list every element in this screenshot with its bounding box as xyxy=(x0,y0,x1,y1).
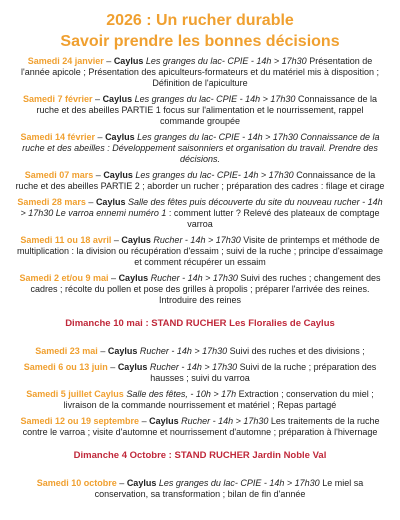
entry-sep: – xyxy=(97,346,108,356)
entry-date: Samedi 24 janvier xyxy=(27,56,104,66)
entry-venue: Rucher - 14h > 17h30 xyxy=(150,235,241,245)
entry-sep: – xyxy=(107,362,118,372)
entry-location: Caylus xyxy=(107,346,138,356)
entry-location: Caylus xyxy=(126,478,157,488)
document-subtitle: Savoir prendre les bonnes décisions xyxy=(60,33,340,50)
entry-description: Extraction ; conservation du miel ; livraison de la commande nourrissement et matériel ; Repas partagé xyxy=(63,389,374,410)
entry-description: Les traitements de la ruche contre le varroa ; visite d'automne et nourrissement d'automne ; préparation à l'hivernage xyxy=(22,416,380,437)
entry-description: Suivi de la ruche ; préparation des hausses ; suivi du varroa xyxy=(150,362,377,383)
entry-sep: – xyxy=(95,132,106,142)
program-list-2 xyxy=(14,346,386,438)
entry-description: Connaissance de la ruche et des abeilles PARTIE 1 focus sur l'alimentation et le nourrissement, rappel commande groupée xyxy=(36,94,377,126)
entry-location: Caylus xyxy=(118,273,149,283)
entry-description: Connaissance de la ruche et des abeilles PARTIE 2 ; aborder un rucher ; préparation des cadres : filage et cirage xyxy=(15,170,385,191)
entry-date: Samedi 07 mars xyxy=(24,170,94,180)
entry-description: Suivi des ruches ; changement des cadres ; récolte du pollen et pose des grilles à propolis ; préparer l'arrivée des reines. Introduire des reines xyxy=(30,273,381,305)
entry-sep: – xyxy=(116,478,127,488)
entry-location: Caylus xyxy=(149,416,179,426)
stand-event-noble-val: Dimanche 4 Octobre : STAND RUCHER Jardin Noble Val xyxy=(73,450,327,461)
entry-venue: Les granges du lac- CPIE - 14h > 17h30 xyxy=(143,56,307,66)
entry-date: Samedi 5 juillet Caylus xyxy=(26,389,124,399)
entry-venue: Les granges du lac- CPIE - 14h > 17h30 xyxy=(132,94,296,104)
entry-venue: Les granges du lac- CPIE - 14h > 17h30 xyxy=(156,478,320,488)
entry-venue: Les granges du lac- CPIE - 14h > 17h30 Connaissance de la ruche et des abeilles : Développement saisonniers et organisation du travail. Prendre des décisions. xyxy=(22,132,380,164)
entry-location: Caylus xyxy=(113,56,144,66)
entry-date: Samedi 12 ou 19 septembre xyxy=(20,416,140,426)
program-entry xyxy=(14,478,386,500)
entry-sep: – xyxy=(108,273,119,283)
entry-description: Le miel sa conservation, sa transformation ; bilan de fin d'année xyxy=(94,478,364,499)
entry-date: Samedi 2 et/ou 9 mai xyxy=(19,273,109,283)
entry-date: Samedi 14 février xyxy=(20,132,96,142)
entry-venue: Rucher - 14h > 17h30 xyxy=(137,346,228,356)
entry-location: Caylus xyxy=(121,235,151,245)
entry-location: Caylus xyxy=(105,132,135,142)
entry-date: Samedi 6 ou 13 juin xyxy=(23,362,108,372)
entry-date: Samedi 28 mars xyxy=(17,197,86,207)
entry-sep: – xyxy=(85,197,96,207)
entry-location: Caylus xyxy=(102,94,133,104)
entry-date: Samedi 7 février xyxy=(23,94,93,104)
stand-event-floralies: Dimanche 10 mai : STAND RUCHER Les Floralies de Caylus xyxy=(65,318,335,329)
document-title: 2026 : Un rucher durable xyxy=(106,12,294,29)
entry-location: Caylus xyxy=(117,362,148,372)
program-entry xyxy=(14,346,386,357)
entry-sep: – xyxy=(139,416,150,426)
entry-date: Samedi 10 octobre xyxy=(36,478,117,488)
entry-date: Samedi 23 mai xyxy=(35,346,98,356)
program-entry xyxy=(14,197,386,230)
entry-venue: Salle des fêtes puis découverte du site du nouveau rucher - 14h > 17h30 Le varroa ennemi numéro 1 xyxy=(20,197,383,218)
entry-sep: – xyxy=(103,56,114,66)
program-entry xyxy=(14,56,386,89)
entry-venue: Salle des fêtes, - 10h > 17h xyxy=(126,389,237,399)
entry-description: : comment lutter ? Relevé des plateaux de comptage varroa xyxy=(166,208,380,229)
entry-venue: Rucher - 14h > 17h30 xyxy=(148,273,238,283)
program-list-1 xyxy=(14,56,386,306)
program-entry xyxy=(14,235,386,268)
entry-sep: – xyxy=(92,94,103,104)
entry-venue: Rucher - 14h > 17h30 xyxy=(178,416,269,426)
program-list-3 xyxy=(14,478,386,500)
entry-sep: – xyxy=(93,170,104,180)
entry-description: Suivi des ruches et des divisions ; xyxy=(227,346,365,356)
program-entry xyxy=(14,416,386,438)
program-entry xyxy=(14,132,386,165)
entry-location: Caylus xyxy=(95,197,126,207)
entry-venue: Rucher - 14h > 17h30 xyxy=(147,362,238,372)
entry-description: Visite de printemps et méthode de multiplication : la division ou récupération d'essaim ; suivi de la ruche ; principe d'essaimage et comment récupérer un essaim xyxy=(16,235,384,267)
entry-date: Samedi 11 ou 18 avril xyxy=(20,235,112,245)
program-entry xyxy=(14,273,386,306)
entry-venue: Les granges du lac- CPIE- 14h > 17h30 xyxy=(132,170,294,180)
entry-sep: – xyxy=(111,235,122,245)
entry-location: Caylus xyxy=(103,170,133,180)
program-entry xyxy=(14,170,386,192)
program-entry xyxy=(14,362,386,384)
program-entry xyxy=(14,389,386,411)
program-entry xyxy=(14,94,386,127)
entry-description: Présentation de l'année apicole ; Présentation des apiculteurs-formateurs et du matériel mis à disposition ; Définition de l'apiculture xyxy=(21,56,379,88)
